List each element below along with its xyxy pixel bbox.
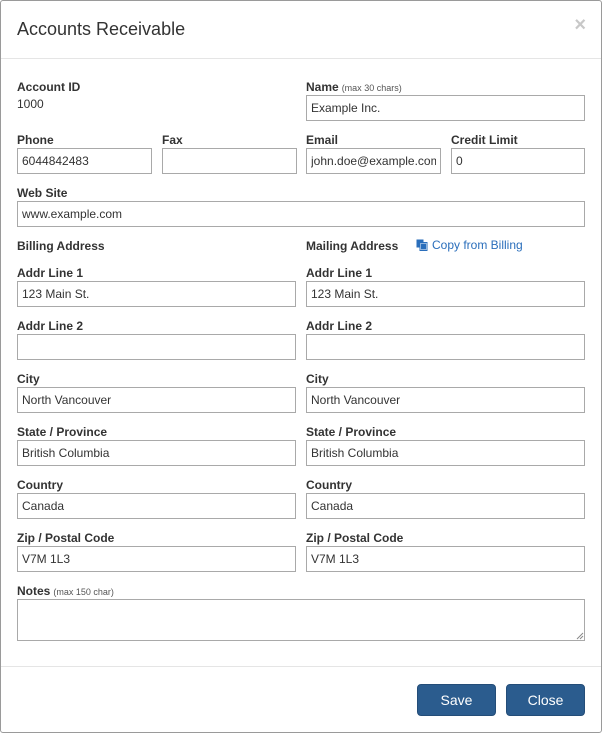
billing-addr1-input[interactable] xyxy=(17,281,296,307)
billing-country-input[interactable] xyxy=(17,493,296,519)
fax-input[interactable] xyxy=(162,148,297,174)
mailing-state-input[interactable] xyxy=(306,440,585,466)
mailing-city-input[interactable] xyxy=(306,387,585,413)
notes-hint: (max 150 char) xyxy=(53,587,114,597)
phone-label: Phone xyxy=(17,133,54,147)
billing-addr2-input[interactable] xyxy=(17,334,296,360)
name-label-text: Name xyxy=(306,80,339,94)
name-label xyxy=(306,80,402,94)
billing-addr2-label: Addr Line 2 xyxy=(17,319,84,333)
dialog-title: Accounts Receivable xyxy=(17,19,186,39)
copy-icon xyxy=(416,239,428,251)
notes-label-text: Notes xyxy=(17,584,51,598)
mailing-state-label: State / Province xyxy=(306,425,397,439)
credit-limit-input[interactable] xyxy=(451,148,585,174)
billing-country-label: Country xyxy=(17,478,63,492)
notes-label xyxy=(17,584,114,598)
billing-zip-label: Zip / Postal Code xyxy=(17,531,115,545)
billing-city-label: City xyxy=(17,372,40,386)
billing-zip-input[interactable] xyxy=(17,546,296,572)
website-input[interactable] xyxy=(17,201,585,227)
account-id-label: Account ID xyxy=(17,80,81,94)
mailing-zip-label: Zip / Postal Code xyxy=(306,531,404,545)
account-id-value: 1000 xyxy=(17,97,44,111)
mailing-addr2-label: Addr Line 2 xyxy=(306,319,373,333)
phone-input[interactable] xyxy=(17,148,152,174)
mailing-addr1-input[interactable] xyxy=(306,281,585,307)
mailing-city-label: City xyxy=(306,372,329,386)
credit-limit-label: Credit Limit xyxy=(451,133,518,147)
copy-from-billing-text: Copy from Billing xyxy=(432,238,523,252)
email-input[interactable] xyxy=(306,148,441,174)
name-input[interactable] xyxy=(306,95,585,121)
fax-label: Fax xyxy=(162,133,183,147)
mailing-country-label: Country xyxy=(306,478,352,492)
billing-state-input[interactable] xyxy=(17,440,296,466)
mailing-country-input[interactable] xyxy=(306,493,585,519)
billing-state-label: State / Province xyxy=(17,425,108,439)
mailing-zip-input[interactable] xyxy=(306,546,585,572)
billing-address-heading: Billing Address xyxy=(17,239,105,253)
email-label: Email xyxy=(306,133,339,147)
mailing-addr1-label: Addr Line 1 xyxy=(306,266,373,280)
website-label: Web Site xyxy=(17,186,68,200)
billing-addr1-label: Addr Line 1 xyxy=(17,266,84,280)
save-button[interactable]: Save xyxy=(417,684,496,716)
name-hint: (max 30 chars) xyxy=(341,83,402,93)
notes-textarea[interactable] xyxy=(17,599,585,641)
mailing-addr2-input[interactable] xyxy=(306,334,585,360)
mailing-address-heading: Mailing Address xyxy=(306,239,399,253)
close-button[interactable]: Close xyxy=(506,684,585,716)
close-icon[interactable]: × xyxy=(574,14,586,36)
billing-city-input[interactable] xyxy=(17,387,296,413)
dialog-header xyxy=(1,1,601,59)
copy-from-billing-link[interactable] xyxy=(416,238,523,252)
